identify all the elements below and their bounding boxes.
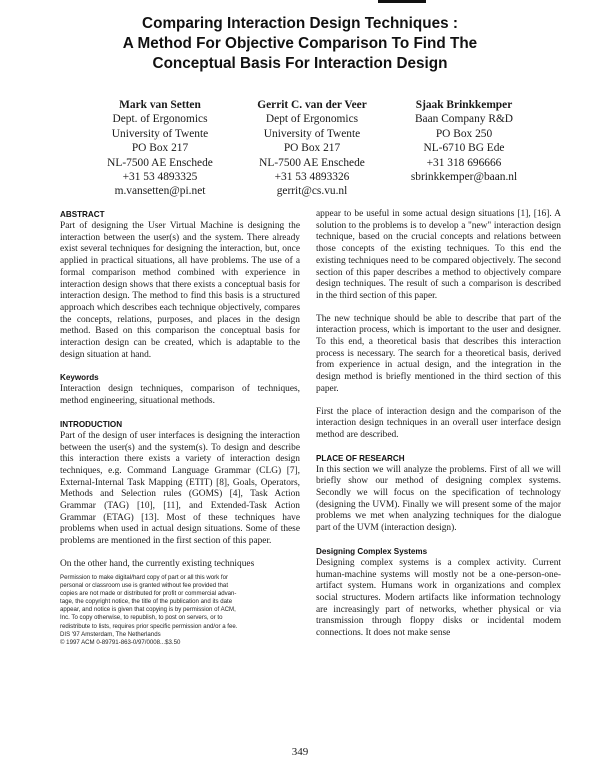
author-block-2 — [232, 98, 392, 199]
body-paragraph: Designing complex systems is a complex activity. Current human-machine systems will mostly not be a one-person-one-artifact system. Humans work in organizations and complex social structures. Modern artifacts like information technology are increasingly part of networks, whether physical or via transmission through floppy disks or incidental modem connections. It does not make sense — [316, 557, 561, 639]
author-phone: +31 53 4893325 — [122, 171, 198, 184]
body-paragraph: The new technique should be able to describe that part of the interaction process, which is important to the user and designer. To this end, a theoretical basis that describes this interaction process is necessary. The search for a theoretical basis, derived from experience in actual design, and the integration in the design method is briefly mentioned in the third section of this paper. — [316, 313, 561, 394]
title-line: A Method For Objective Comparison To Find The — [122, 35, 478, 52]
author-email: gerrit@cs.vu.nl — [276, 185, 348, 198]
abstract-heading: ABSTRACT — [60, 210, 105, 219]
author-affiliation: Dept of Ergonomics — [265, 113, 359, 126]
author-address: PO Box 217 — [131, 142, 189, 155]
author-block-3 — [384, 98, 544, 184]
author-address: PO Box 217 — [283, 142, 341, 155]
permission-line: DIS '97 Amsterdam, The Netherlands — [60, 630, 161, 638]
right-column — [316, 209, 561, 640]
author-affiliation: University of Twente — [111, 127, 209, 140]
author-name: Gerrit C. van der Veer — [257, 99, 367, 111]
page-number: 349 — [291, 746, 309, 758]
copyright-permission-notice — [60, 574, 300, 647]
permission-line: appear, and notice is given that copying is by permission of ACM, — [60, 606, 236, 614]
permission-line: redistribute to lists, requires prior specific permission and/or a fee. — [60, 622, 238, 630]
place-of-research-heading: PLACE OF RESEARCH — [316, 453, 405, 463]
title-line: Comparing Interaction Design Techniques : — [142, 15, 458, 32]
permission-line: Inc. To copy otherwise, to republish, to post on servers, or to — [60, 614, 223, 622]
author-name: Mark van Setten — [119, 99, 201, 111]
author-name: Sjaak Brinkkemper — [415, 99, 513, 111]
author-affiliation: Baan Company R&D — [414, 113, 514, 126]
author-phone: +31 53 4893326 — [274, 171, 350, 184]
permission-line: copies are not made or distributed for profit or commercial advan- — [60, 589, 237, 597]
author-affiliation: University of Twente — [263, 127, 361, 140]
body-paragraph: In this section we will analyze the problems. First of all we will briefly show our method of designing complex systems. Secondly we will focus on the specification of technology (designing the UVM). Finally we will present some of the major problems we met when analyzing techniques for the dialogue part of the UVM (interaction design). — [316, 464, 561, 534]
title-line: Conceptual Basis For Interaction Design — [152, 55, 448, 72]
abstract-text: Part of designing the User Virtual Machine is designing the interaction between the user(s) and the system. There already exist several techniques for designing the interaction, but, once applied in practical situations, all have problems. The use of a formal comparison method combined with experience in interaction design shows that there exists a conceptual basis for interaction design. The method to find this basis is a structured approach which describes each technique objectively, compares the concepts, relations, purposes, and places in the design method. Based on this comparison the conceptual basis for interaction design can be created, which is adaptable to the design situation at hand. — [60, 221, 300, 360]
author-address: NL-7500 AE Enschede — [259, 156, 365, 169]
introduction-paragraph: Part of the design of user interfaces is designing the interaction between the user(s) and the system(s). To design and describe this interaction there exists a variety of interaction design techniques, e.g. Command Language Grammar (CLG) [7], External-Internal Task Mapping (ETIT) [8], Goals, Operators, Methods and Selection rules (GOMS) [4], Task Action Grammar (TAG) [10], [11], and Extended-Task Action Grammar (ETAG) [13]. Most of these techniques have problems when used in actual design situations. Some of these problems are mentioned in the first section of this paper. — [60, 430, 300, 547]
introduction-paragraph: On the other hand, the currently existing techniques — [60, 558, 255, 569]
author-email: m.vansetten@pi.net — [114, 185, 206, 198]
author-block-1 — [82, 98, 238, 199]
author-address: NL-7500 AE Enschede — [107, 156, 213, 169]
author-phone: +31 318 696666 — [426, 156, 502, 169]
author-email: sbrinkkemper@baan.nl — [410, 171, 518, 184]
permission-line: Permission to make digital/hard copy of part or all this work for — [60, 573, 228, 581]
keywords-heading: Keywords — [60, 373, 99, 383]
body-paragraph: First the place of interaction design and the comparison of the interaction design techniques in an overall user interface design method are described. — [316, 406, 561, 440]
introduction-heading: INTRODUCTION — [60, 419, 123, 429]
designing-complex-systems-heading: Designing Complex Systems — [316, 546, 428, 556]
header-rule — [378, 0, 426, 3]
permission-line: tage, the copyright notice, the title of the publication and its date — [60, 598, 233, 606]
permission-line: © 1997 ACM 0-89791-863-0/97/0008...$3.50 — [60, 638, 181, 646]
author-address: NL-6710 BG Ede — [423, 142, 505, 155]
permission-line: personal or classroom use is granted without fee provided that — [60, 581, 229, 589]
left-column — [60, 209, 300, 647]
keywords-text: Interaction design techniques, comparison of techniques, method engineering, situational methods. — [60, 384, 300, 407]
paper-title — [40, 14, 560, 74]
author-address: PO Box 250 — [435, 127, 493, 140]
author-affiliation: Dept. of Ergonomics — [112, 113, 208, 126]
body-paragraph: appear to be useful in some actual design situations [1], [16]. A solution to the problems is to develop a "new" interaction design technique, based on the crucial concepts and relations between those concepts of the existing techniques. To this end the existing techniques need to be compared objectively. The second section of this paper describes a method to objectively compare design techniques. The result of such a comparison is described in the third section of this paper. — [316, 209, 561, 301]
